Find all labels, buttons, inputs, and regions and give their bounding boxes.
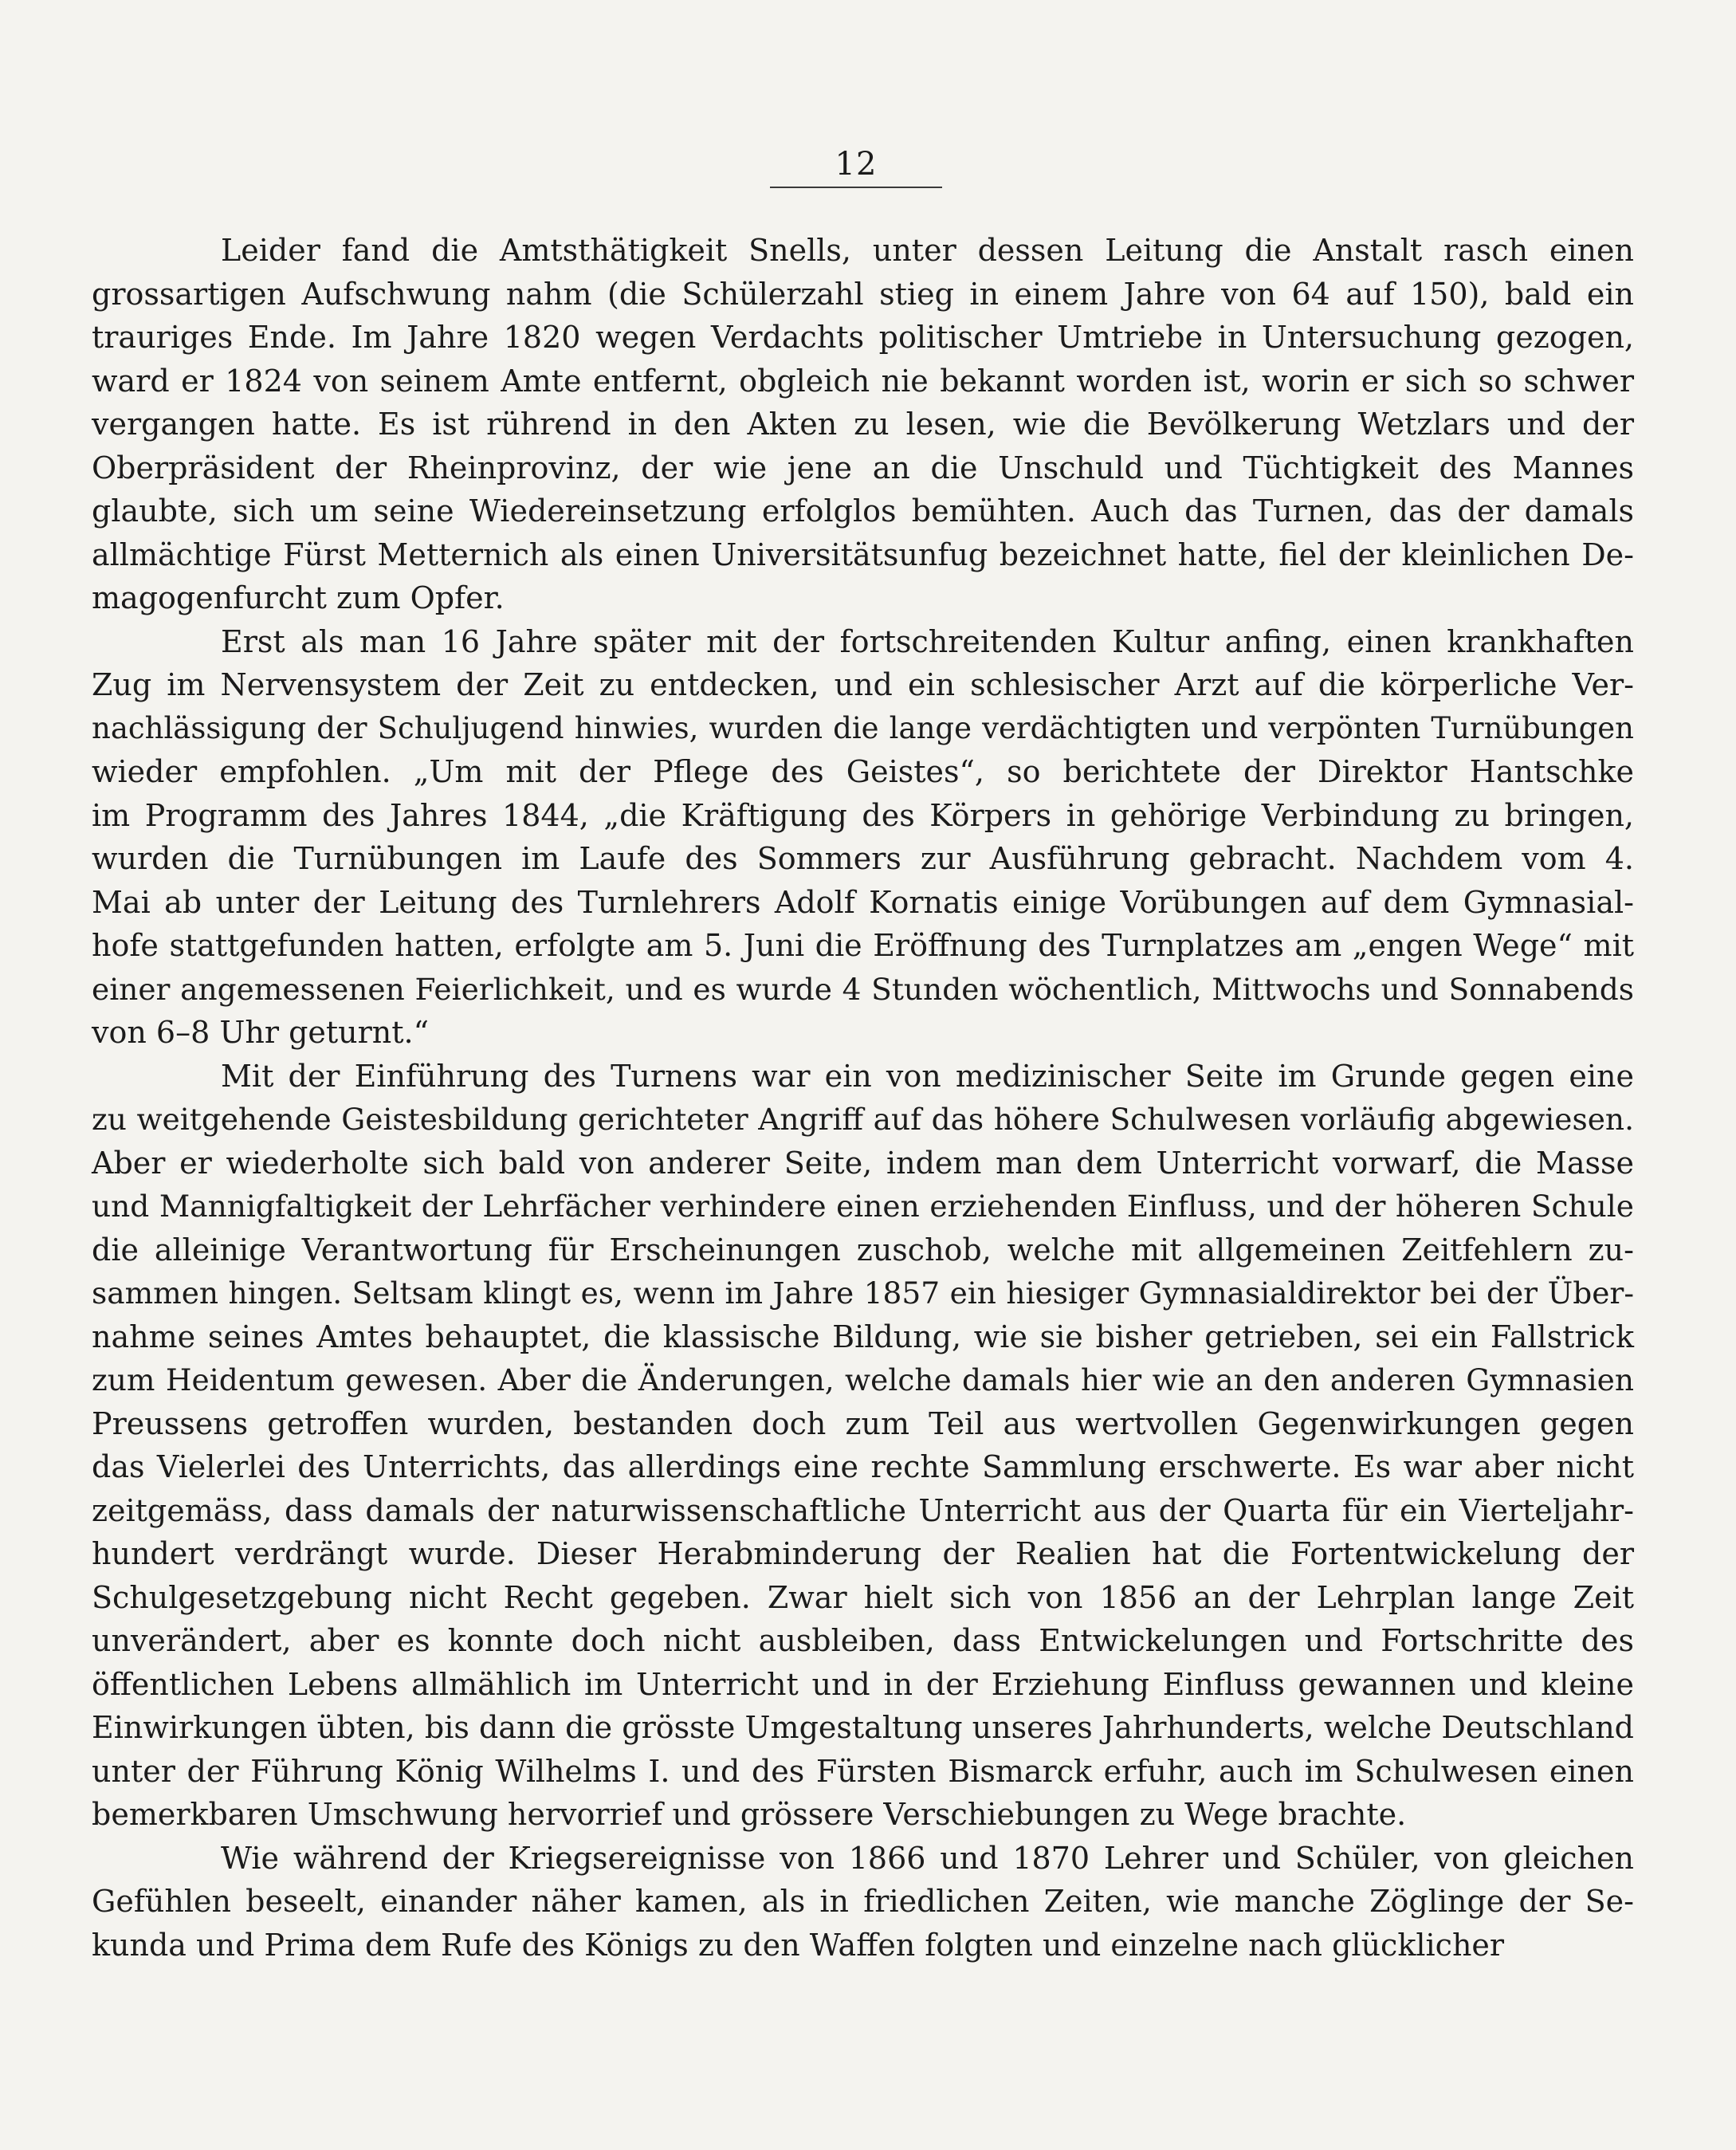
- text-line: magogenfurcht zum Opfer.: [92, 580, 505, 615]
- text-line: Preussens getroffen wurden, bestanden doch zum Teil aus wertvollen Gegenwirkungen gegen: [92, 1405, 1634, 1441]
- text-line: Mai ab unter der Leitung des Turnlehrers Adolf Kornatis einige Vorübungen auf dem Gymnasial-: [92, 884, 1634, 920]
- text-line: die alleinige Verantwortung für Erscheinungen zuschob, welche mit allgemeinen Zeitfehlern zu-: [92, 1232, 1634, 1268]
- text-line: und Mannigfaltigkeit der Lehrfächer verhindere einen erziehenden Einfluss, und der höheren Schule: [92, 1189, 1634, 1224]
- text-line: Oberpräsident der Rheinprovinz, der wie jene an die Unschuld und Tüchtigkeit des Mannes: [92, 450, 1634, 485]
- text-line: das Vielerlei des Unterrichts, das allerdings eine rechte Sammlung erschwerte. Es war aber nicht: [92, 1449, 1634, 1484]
- text-line: unter der Führung König Wilhelms I. und des Fürsten Bismarck erfuhr, auch im Schulwesen einen: [92, 1753, 1634, 1789]
- text-line: nachlässigung der Schuljugend hinwies, wurden die lange verdächtigten und verpönten Turnübungen: [92, 710, 1634, 745]
- page-number: 12: [835, 146, 878, 183]
- text-line: einer angemessenen Feierlichkeit, und es wurde 4 Stunden wöchentlich, Mittwochs und Sonnabends: [92, 971, 1634, 1007]
- text-line: im Programm des Jahres 1844, „die Kräftigung des Körpers in gehörige Verbindung zu bringen,: [92, 797, 1634, 833]
- text-line: trauriges Ende. Im Jahre 1820 wegen Verdachts politischer Umtriebe in Untersuchung gezogen,: [92, 320, 1634, 355]
- body-text: [92, 229, 1634, 1967]
- text-line: nahme seines Amtes behauptet, die klassische Bildung, wie sie bisher getrieben, sei ein Fallstrick: [92, 1319, 1634, 1354]
- text-line: unverändert, aber es konnte doch nicht ausbleiben, dass Entwickelungen und Fortschritte des: [92, 1623, 1634, 1658]
- text-line: allmächtige Fürst Metternich als einen Universitätsunfug bezeichnet hatte, fiel der kleinlichen De-: [92, 537, 1634, 572]
- paragraph: [92, 620, 1634, 1055]
- text-line: zeitgemäss, dass damals der naturwissenschaftliche Unterricht aus der Quarta für ein Vierteljahr-: [92, 1492, 1634, 1528]
- text-line: ward er 1824 von seinem Amte entfernt, obgleich nie bekannt worden ist, worin er sich so schwer: [92, 363, 1634, 399]
- text-line: Einwirkungen übten, bis dann die grösste Umgestaltung unseres Jahrhunderts, welche Deutschland: [92, 1710, 1634, 1745]
- text-line: wieder empfohlen. „Um mit der Pflege des Geistes“, so berichtete der Direktor Hantschke: [92, 754, 1634, 789]
- text-line: Schulgesetzgebung nicht Recht gegeben. Zwar hielt sich von 1856 an der Lehrplan lange Zeit: [92, 1579, 1634, 1615]
- text-line: hundert verdrängt wurde. Dieser Herabminderung der Realien hat die Fortentwickelung der: [92, 1536, 1634, 1571]
- text-line: Zug im Nervensystem der Zeit zu entdecken, und ein schlesischer Arzt auf die körperliche Ver-: [92, 667, 1634, 702]
- paragraph: [92, 229, 1634, 620]
- text-line: sammen hingen. Seltsam klingt es, wenn im Jahre 1857 ein hiesiger Gymnasialdirektor bei der Über-: [92, 1275, 1634, 1311]
- text-line: Erst als man 16 Jahre später mit der fortschreitenden Kultur anfing, einen krankhaften: [221, 623, 1634, 659]
- text-line: von 6–8 Uhr geturnt.“: [92, 1015, 430, 1050]
- text-line: wurden die Turnübungen im Laufe des Sommers zur Ausführung gebracht. Nachdem vom 4.: [92, 841, 1634, 876]
- text-line: zu weitgehende Geistesbildung gerichteter Angriff auf das höhere Schulwesen vorläufig abgewiesen.: [92, 1102, 1634, 1137]
- paragraph: [92, 1837, 1634, 1967]
- page-number-rule: [770, 187, 942, 188]
- paragraph: [92, 1055, 1634, 1837]
- text-line: öffentlichen Lebens allmählich im Unterricht und in der Erziehung Einfluss gewannen und kleine: [92, 1666, 1634, 1702]
- text-line: Wie während der Kriegsereignisse von 1866 und 1870 Lehrer und Schüler, von gleichen: [221, 1840, 1634, 1876]
- text-line: kunda und Prima dem Rufe des Königs zu den Waffen folgten und einzelne nach glücklicher: [92, 1927, 1505, 1963]
- text-line: Mit der Einführung des Turnens war ein von medizinischer Seite im Grunde gegen eine: [221, 1058, 1634, 1094]
- text-line: glaubte, sich um seine Wiedereinsetzung erfolglos bemühten. Auch das Turnen, das der damals: [92, 493, 1634, 529]
- text-line: Leider fand die Amtsthätigkeit Snells, unter dessen Leitung die Anstalt rasch einen: [221, 233, 1634, 268]
- text-line: bemerkbaren Umschwung hervorrief und grössere Verschiebungen zu Wege brachte.: [92, 1797, 1407, 1832]
- text-line: grossartigen Aufschwung nahm (die Schülerzahl stieg in einem Jahre von 64 auf 150), bald ein: [92, 276, 1634, 312]
- text-line: zum Heidentum gewesen. Aber die Änderungen, welche damals hier wie an den anderen Gymnasien: [92, 1362, 1634, 1397]
- text-line: vergangen hatte. Es ist rührend in den Akten zu lesen, wie die Bevölkerung Wetzlars und der: [92, 407, 1634, 442]
- text-line: hofe stattgefunden hatten, erfolgte am 5. Juni die Eröffnung des Turnplatzes am „engen Wege“ mit: [92, 928, 1634, 963]
- text-line: Aber er wiederholte sich bald von anderer Seite, indem man dem Unterricht vorwarf, die Masse: [92, 1145, 1634, 1181]
- text-line: Gefühlen beseelt, einander näher kamen, als in friedlichen Zeiten, wie manche Zöglinge der Se-: [92, 1884, 1634, 1919]
